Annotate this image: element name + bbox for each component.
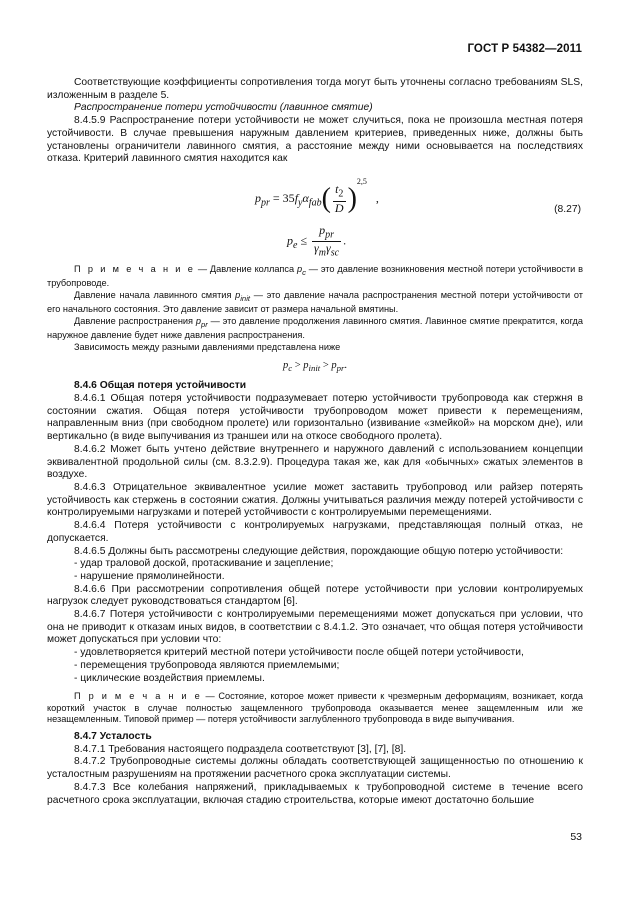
pressure-relation: $p_c > p_{init} > p_{pr}$.	[282, 359, 348, 373]
formula-line-1: $p_{pr} = 35f_y\alpha_{fab}$( $\frac{t_2}{D}$ )$^{2,5}$ ,	[255, 176, 379, 215]
note-relation: Зависимость между разными давлениями представлена ниже	[74, 341, 341, 352]
list-item: - удовлетворяется критерий местной потери устойчивости после общей потери устойчивости,	[74, 647, 524, 659]
paragraph-8-4-6-4: 8.4.6.4 Потеря устойчивости с контролируемых нагрузками, представляющая полный отказ, не допускается.	[47, 520, 583, 544]
document-header: ГОСТ Р 54382—2011	[467, 43, 582, 55]
paragraph-8-4-6-5: 8.4.6.5 Должны быть рассмотрены следующие действия, порождающие общую потерю устойчивости:	[74, 545, 564, 557]
paragraph-8-4-6-3: 8.4.6.3 Отрицательное эквивалентное усилие может заставить трубопровод или райзер потерять устойчивость как стержень в состоянии сжатия. Должны учитываться различия между потерей устойчивости с контролируемыми нагрузками и потерей устойчивости с контролируемыми перемещениями.	[47, 481, 583, 519]
note-deformation: П р и м е ч а н и е — Состояние, которое может привести к чрезмерным деформациям, возникает, когда короткий участок в случае полностью защемленного трубопровода оказывается менее защемленным или же незащемленным. Типовой пример — потеря устойчивости заглубленного трубопровода в виде выпучивания.	[47, 691, 583, 725]
paragraph-8-4-6-7: 8.4.6.7 Потеря устойчивости с контролируемыми перемещениями может допускаться при условии, что она не приводит к отказам иных видов, в соответствии с 8.4.1.2. Это означает, что общая потеря устойчивости может допускаться при условии что:	[47, 609, 583, 646]
note-propagation-pressure: Давление распространения $p_{pr}$ — это давление продолжения лавинного смятия. Лавинное смятие прекратится, когда наружное давление будет ниже давления распространения.	[47, 315, 583, 341]
paragraph-8-4-7-2: 8.4.7.2 Трубопроводные системы должны обладать соответствующей защищенностью по отношению к усталостным разрушениям на протяжении расчетного срока эксплуатации системы.	[47, 756, 583, 781]
formula-line-2: $p_e$ ≤ $\frac{p_{pr}}{\gamma_m\gamma_{sc}}$ .	[287, 222, 347, 259]
paragraph-8-4-6-2: 8.4.6.2 Может быть учтено действие внутреннего и наружного давлений с использованием концепции эквивалентной продольной силы (см. 8.3.2.9). Процедура такая же, как для «обычных» сжатых элементов в воздухе.	[47, 443, 583, 481]
note-initiation-pressure: Давление начала лавинного смятия $p_{init}$ — это давление начала распространения местной потери устойчивости от его начального состояния. Это давление зависит от размера начальной вмятины.	[47, 289, 583, 315]
paragraph-8-4-6-1: 8.4.6.1 Общая потеря устойчивости подразумевает потерю устойчивости трубопровода как стержня в состоянии сжатия. Общая потеря устойчивости трубопроводом может привести к перемещениям, направленным вниз (при свободном пролете) или горизонтально (извивание «змейкой» на морском дне), или вертикально (в виде выпучивания из траншеи или на откосе свободного пролета).	[47, 393, 583, 443]
paragraph-8-4-7-3: 8.4.7.3 Все колебания напряжений, прикладываемых к трубопроводной системе в течение всего расчетного срока эксплуатации, включая стадию строительства, которые имеют достаточно большие	[47, 781, 583, 806]
section-subtitle: Распространение потери устойчивости (лавинное смятие)	[74, 102, 373, 114]
list-item: - циклические воздействия приемлемы.	[74, 672, 265, 684]
heading-8-4-7: 8.4.7 Усталость	[74, 731, 152, 743]
page-body	[47, 77, 583, 807]
list-item: - удар траловой доской, протаскивание и зацепление;	[74, 558, 334, 570]
note-collapse-pressure: П р и м е ч а н и е — Давление коллапса $p_c$ — это давление возникновения местной потери устойчивости в трубопроводе.	[47, 263, 584, 289]
page-number: 53	[570, 831, 582, 843]
equation-number: (8.27)	[554, 203, 581, 215]
paragraph-8-4-6-6: 8.4.6.6 При рассмотрении сопротивления общей потере устойчивости при условии контролируемых нагрузок следует руководствоваться стандартом [6].	[47, 583, 583, 608]
heading-8-4-6: 8.4.6 Общая потеря устойчивости	[74, 380, 247, 392]
paragraph-8-4-5-9: 8.4.5.9 Распространение потери устойчивости не может случиться, пока не произошла местная потеря устойчивости. В случае превышения наружным давлением критериев, приведенных ниже, должны быть установлены ограничители лавинного смятия, а расстояние между ними основывается на последствиях отказа. Критерий лавинного смятия находится как	[47, 115, 583, 165]
formula-8-27	[47, 166, 583, 264]
list-item: - перемещения трубопровода являются приемлемыми;	[74, 659, 340, 671]
paragraph-8-4-7-1: 8.4.7.1 Требования настоящего подраздела соответствуют [3], [7], [8].	[74, 743, 407, 755]
list-item: - нарушение прямолинейности.	[74, 570, 225, 582]
paragraph: Соответствующие коэффициенты сопротивления тогда могут быть уточнены согласно требованиям SLS, изложенным в разделе 5.	[47, 77, 583, 101]
